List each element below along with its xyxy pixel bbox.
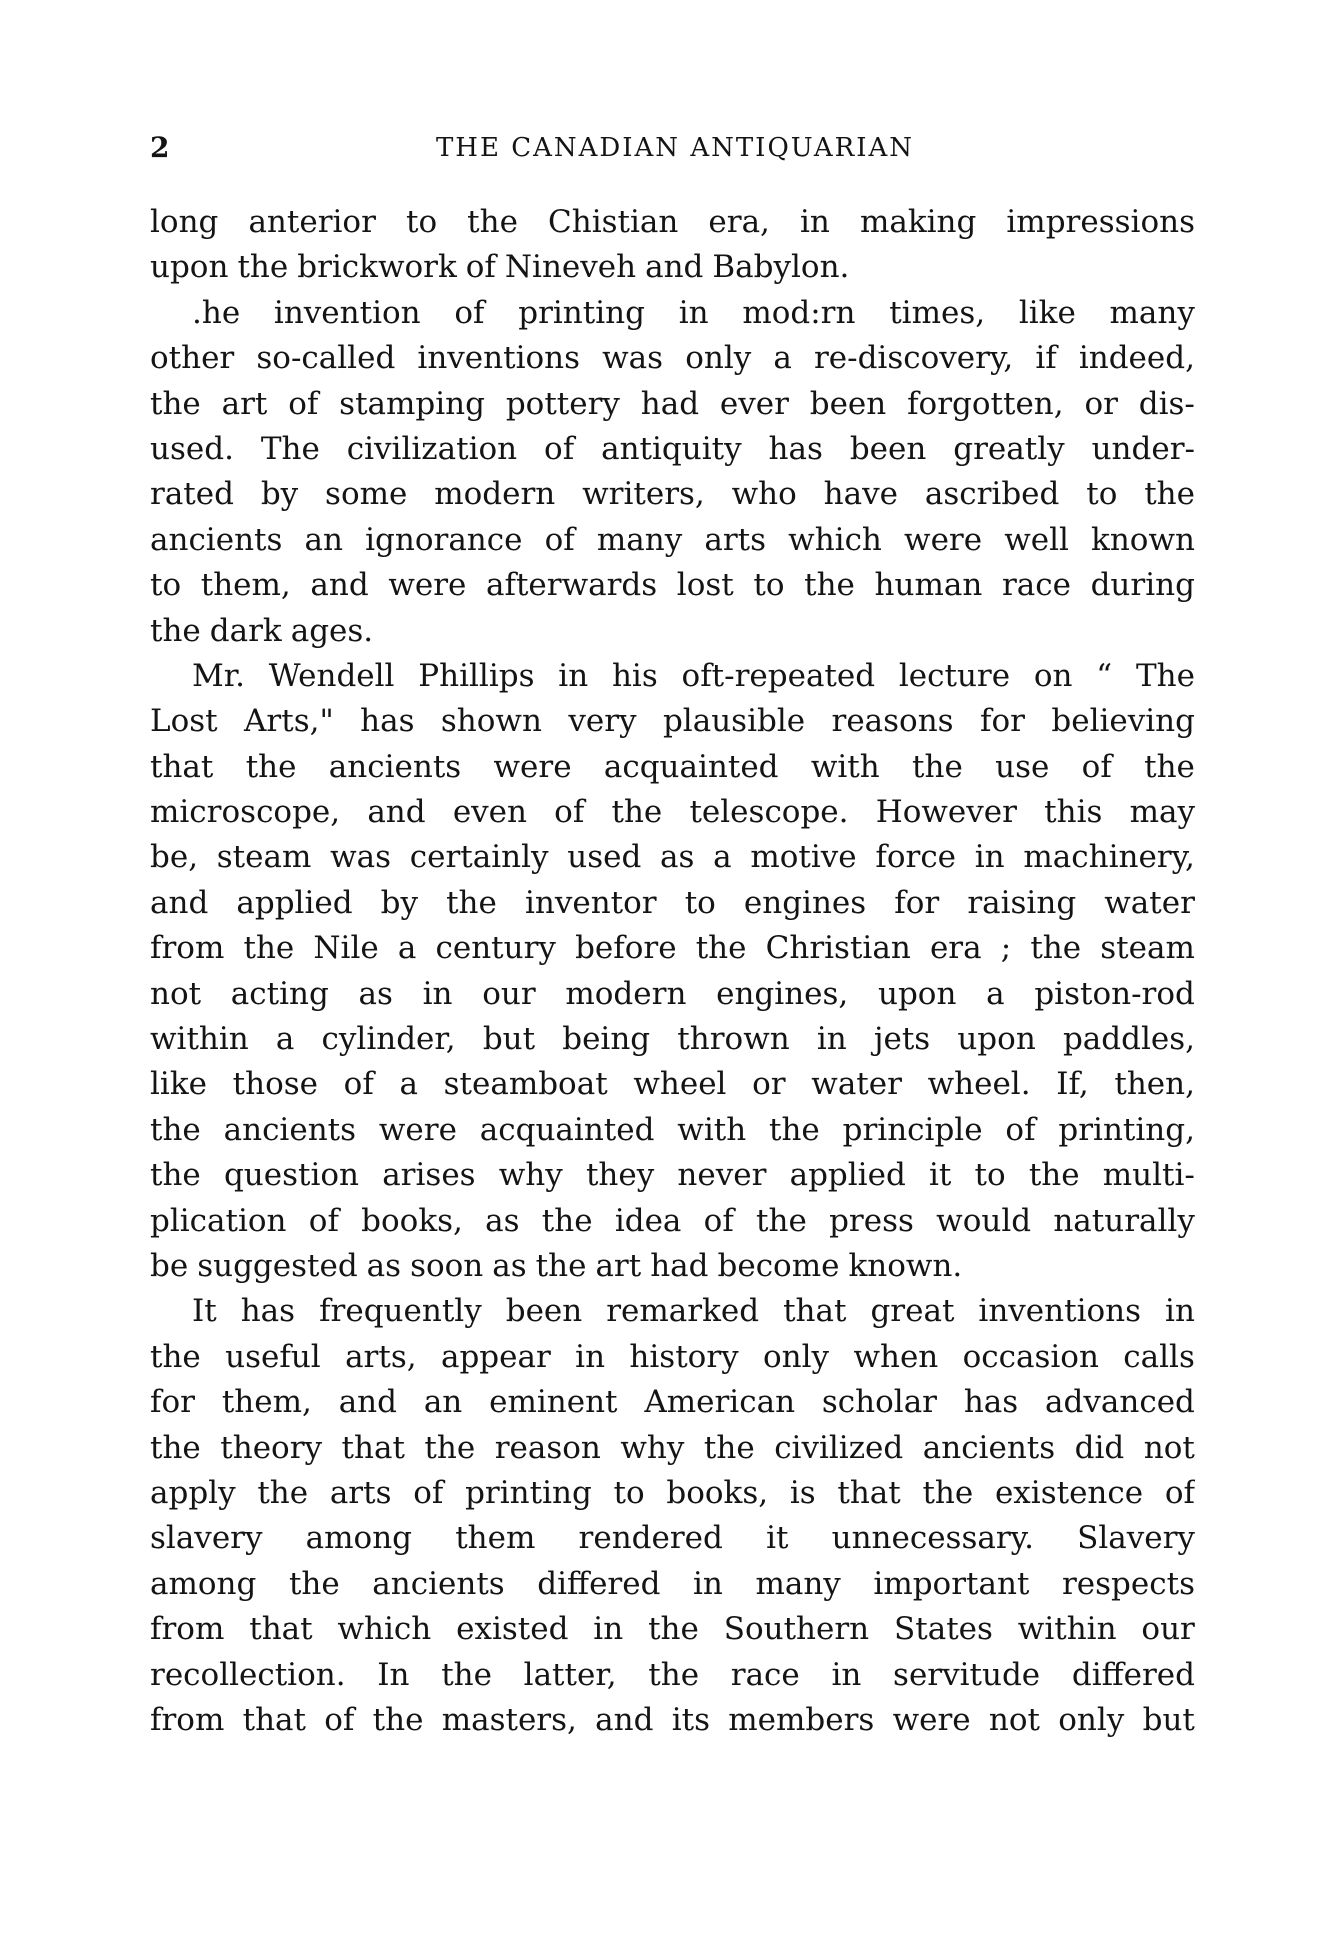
text-line: to them, and were afterwards lost to the human race during: [150, 567, 1195, 604]
text-line: plication of books, as the idea of the press would naturally: [150, 1202, 1195, 1239]
text-line: among the ancients differed in many important respects: [150, 1565, 1195, 1602]
text-line: Mr. Wendell Phillips in his oft-repeated lecture on “ The: [192, 657, 1195, 694]
text-line: not acting as in our modern engines, upon a piston-rod: [150, 975, 1195, 1012]
text-line: and applied by the inventor to engines for raising water: [150, 884, 1195, 921]
text-line: from the Nile a century before the Christian era ; the steam: [150, 930, 1195, 967]
text-line: ancients an ignorance of many arts which were well known: [150, 521, 1195, 558]
text-line: from that of the masters, and its members were not only but: [150, 1701, 1195, 1738]
text-line: the question arises why they never applied it to the multi-: [150, 1157, 1195, 1194]
text-line: within a cylinder, but being thrown in jets upon paddles,: [150, 1021, 1195, 1058]
text-line: long anterior to the Chistian era, in making impressions: [150, 204, 1195, 240]
text-line: microscope, and even of the telescope. However this may: [150, 794, 1195, 831]
text-line: the art of stamping pottery had ever been forgotten, or dis-: [150, 385, 1195, 422]
text-line: Lost Arts," has shown very plausible reasons for believing: [150, 703, 1195, 740]
text-line: slavery among them rendered it unnecessary. Slavery: [150, 1520, 1195, 1557]
text-line: rated by some modern writers, who have ascribed to the: [150, 476, 1195, 513]
text-line: for them, and an eminent American scholar has advanced: [150, 1384, 1195, 1421]
body-text: [150, 200, 1195, 1743]
text-line: recollection. In the latter, the race in servitude differed: [150, 1656, 1195, 1693]
text-line: like those of a steamboat wheel or water wheel. If, then,: [150, 1066, 1195, 1103]
text-line: the ancients were acquainted with the principle of printing,: [150, 1111, 1195, 1148]
text-line: .he invention of printing in mod:rn times, like many: [192, 294, 1195, 331]
text-line: that the ancients were acquainted with the use of the: [150, 748, 1195, 785]
text-line: upon the brickwork of Nineveh and Babylon.: [150, 249, 850, 286]
text-line: It has frequently been remarked that great inventions in: [192, 1293, 1195, 1330]
running-head: [150, 128, 1200, 168]
text-line: from that which existed in the Southern States within our: [150, 1611, 1195, 1648]
page-number: 2: [150, 131, 170, 164]
text-line: other so-called inventions was only a re-discovery, if indeed,: [150, 340, 1195, 377]
text-line: be suggested as soon as the art had become known.: [150, 1247, 963, 1284]
text-line: the dark ages.: [150, 612, 374, 649]
text-line: the useful arts, appear in history only when occasion calls: [150, 1338, 1195, 1375]
text-line: apply the arts of printing to books, is that the existence of: [150, 1474, 1195, 1511]
text-line: the theory that the reason why the civilized ancients did not: [150, 1429, 1195, 1466]
text-line: used. The civilization of antiquity has been greatly under-: [150, 430, 1195, 467]
journal-title: THE CANADIAN ANTIQUARIAN: [435, 133, 915, 163]
text-line: be, steam was certainly used as a motive force in machinery,: [150, 839, 1195, 876]
